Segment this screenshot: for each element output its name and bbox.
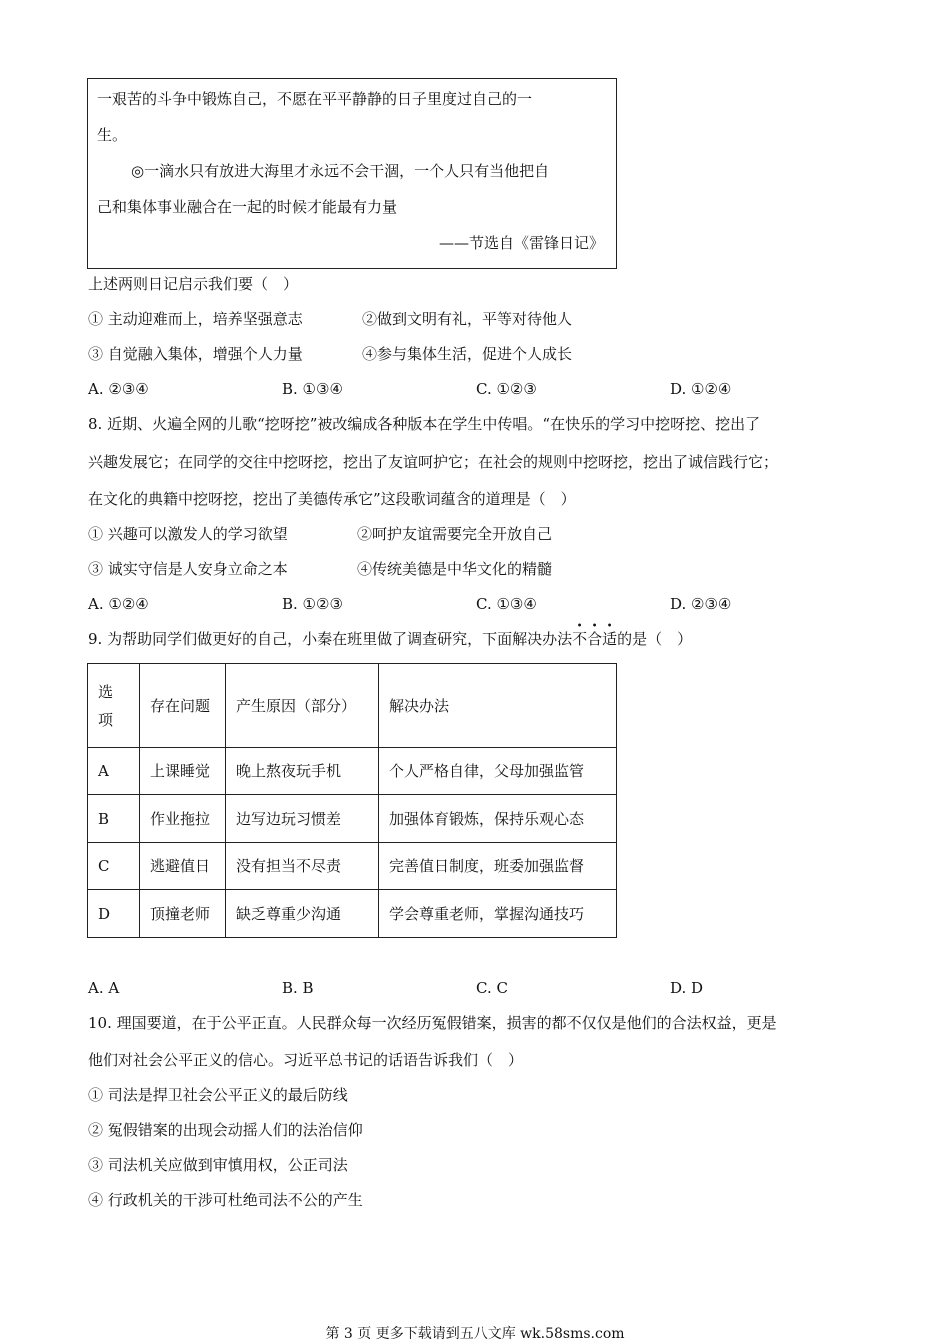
- q10-item: ① 司法是捍卫社会公平正义的最后防线: [88, 1086, 348, 1104]
- q9-option-a[interactable]: A. A: [88, 979, 120, 997]
- q8-stem-line: 兴趣发展它；在同学的交往中挖呀挖，挖出了友谊呵护它；在社会的规则中挖呀挖，挖出了诚信践行它；: [88, 453, 779, 471]
- q7-option-a[interactable]: A. ②③④: [88, 380, 149, 398]
- q9-option-c[interactable]: C. C: [476, 979, 508, 997]
- quote-line: 己和集体事业融合在一起的时候才能最有力量: [97, 198, 398, 216]
- quote-line: 一艰苦的斗争中锻炼自己，不愿在平平静静的日子里度过自己的一: [97, 90, 533, 108]
- q9-option-b[interactable]: B. B: [282, 979, 314, 997]
- table-header-row: [88, 664, 617, 748]
- q9-stem: [88, 629, 692, 649]
- q9-stem-after: 的是（ ）: [617, 630, 693, 648]
- table-cell: 缺乏尊重少沟通: [226, 890, 379, 938]
- q7-option-c[interactable]: C. ①②③: [476, 380, 537, 398]
- q7-option-b[interactable]: B. ①③④: [282, 380, 343, 398]
- table-cell: 顶撞老师: [140, 890, 226, 938]
- table-cell: 逃避值日: [140, 843, 226, 890]
- q7-item: ④参与集体生活，促进个人成长: [362, 345, 573, 363]
- q7-item: ③ 自觉融入集体，增强个人力量: [88, 345, 303, 363]
- q8-stem-line: 在文化的典籍中挖呀挖，挖出了美德传承它”这段歌词蕴含的道理是（ ）: [88, 490, 576, 508]
- q7-option-d[interactable]: D. ①②④: [670, 380, 732, 398]
- quote-source: ——节选自《雷锋日记》: [438, 234, 604, 252]
- q10-item: ④ 行政机关的干涉可杜绝司法不公的产生: [88, 1191, 363, 1209]
- q10-stem-line: 他们对社会公平正义的信心。习近平总书记的话语告诉我们（ ）: [88, 1051, 524, 1069]
- q8-option-a[interactable]: A. ①②④: [88, 595, 149, 613]
- table-row: [88, 795, 617, 843]
- q8-stem-line: 8. 近期、火遍全网的儿歌“挖呀挖”被改编成各种版本在学生中传唱。“在快乐的学习中挖呀挖、挖出了: [88, 415, 761, 433]
- q7-item: ① 主动迎难而上，培养坚强意志: [88, 310, 303, 328]
- q8-item: ① 兴趣可以激发人的学习欲望: [88, 525, 288, 543]
- q8-option-d[interactable]: D. ②③④: [670, 595, 732, 613]
- header-char: 项: [98, 710, 114, 729]
- q7-stem: 上述两则日记启示我们要（ ）: [88, 275, 299, 293]
- q8-item: ④传统美德是中华文化的精髓: [357, 560, 553, 578]
- table-cell: 边写边玩习惯差: [226, 795, 379, 843]
- table-cell: A: [88, 748, 140, 795]
- table-cell: B: [88, 795, 140, 843]
- table-cell: 作业拖拉: [140, 795, 226, 843]
- table-cell: 学会尊重老师，掌握沟通技巧: [379, 890, 617, 938]
- table-header-cell: 存在问题: [140, 664, 226, 748]
- emphasis-char: 合: [587, 630, 603, 648]
- emphasis-char: 不: [572, 630, 588, 648]
- q8-item: ③ 诚实守信是人安身立命之本: [88, 560, 288, 578]
- table-header-cell: 产生原因（部分）: [226, 664, 379, 748]
- page-footer: 第 3 页 更多下载请到五八文库 wk.58sms.com: [325, 1326, 625, 1342]
- header-char: 选: [98, 682, 114, 701]
- table-row: [88, 843, 617, 890]
- q10-item: ② 冤假错案的出现会动摇人们的法治信仰: [88, 1121, 363, 1139]
- quote-line: ◎一滴水只有放进大海里才永远不会干涸，一个人只有当他把自: [131, 162, 550, 180]
- q8-option-b[interactable]: B. ①②③: [282, 595, 343, 613]
- table-cell: 上课睡觉: [140, 748, 226, 795]
- q10-item: ③ 司法机关应做到审慎用权，公正司法: [88, 1156, 348, 1174]
- table-cell: 个人严格自律，父母加强监管: [379, 748, 617, 795]
- table-row: [88, 890, 617, 938]
- q10-stem-line: 10. 理国要道，在于公平正直。人民群众每一次经历冤假错案，损害的都不仅仅是他们的合法权益，更是: [88, 1014, 777, 1032]
- table-cell: D: [88, 890, 140, 938]
- diary-quote-box: [87, 78, 617, 269]
- table-cell: 没有担当不尽责: [226, 843, 379, 890]
- emphasis-char: 适: [602, 630, 618, 648]
- table-header-cell: 解决办法: [379, 664, 617, 748]
- q8-option-c[interactable]: C. ①③④: [476, 595, 537, 613]
- q9-table: [87, 663, 617, 938]
- q8-item: ②呵护友谊需要完全开放自己: [357, 525, 553, 543]
- quote-line: 生。: [97, 126, 128, 144]
- table-row: [88, 748, 617, 795]
- table-header-cell: [88, 664, 140, 748]
- table-cell: C: [88, 843, 140, 890]
- q9-stem-before: 9. 为帮助同学们做更好的自己，小秦在班里做了调查研究，下面解决办法: [88, 630, 573, 648]
- table-cell: 加强体育锻炼，保持乐观心态: [379, 795, 617, 843]
- q9-option-d[interactable]: D. D: [670, 979, 704, 997]
- q7-item: ②做到文明有礼，平等对待他人: [362, 310, 573, 328]
- table-cell: 晚上熬夜玩手机: [226, 748, 379, 795]
- table-cell: 完善值日制度，班委加强监督: [379, 843, 617, 890]
